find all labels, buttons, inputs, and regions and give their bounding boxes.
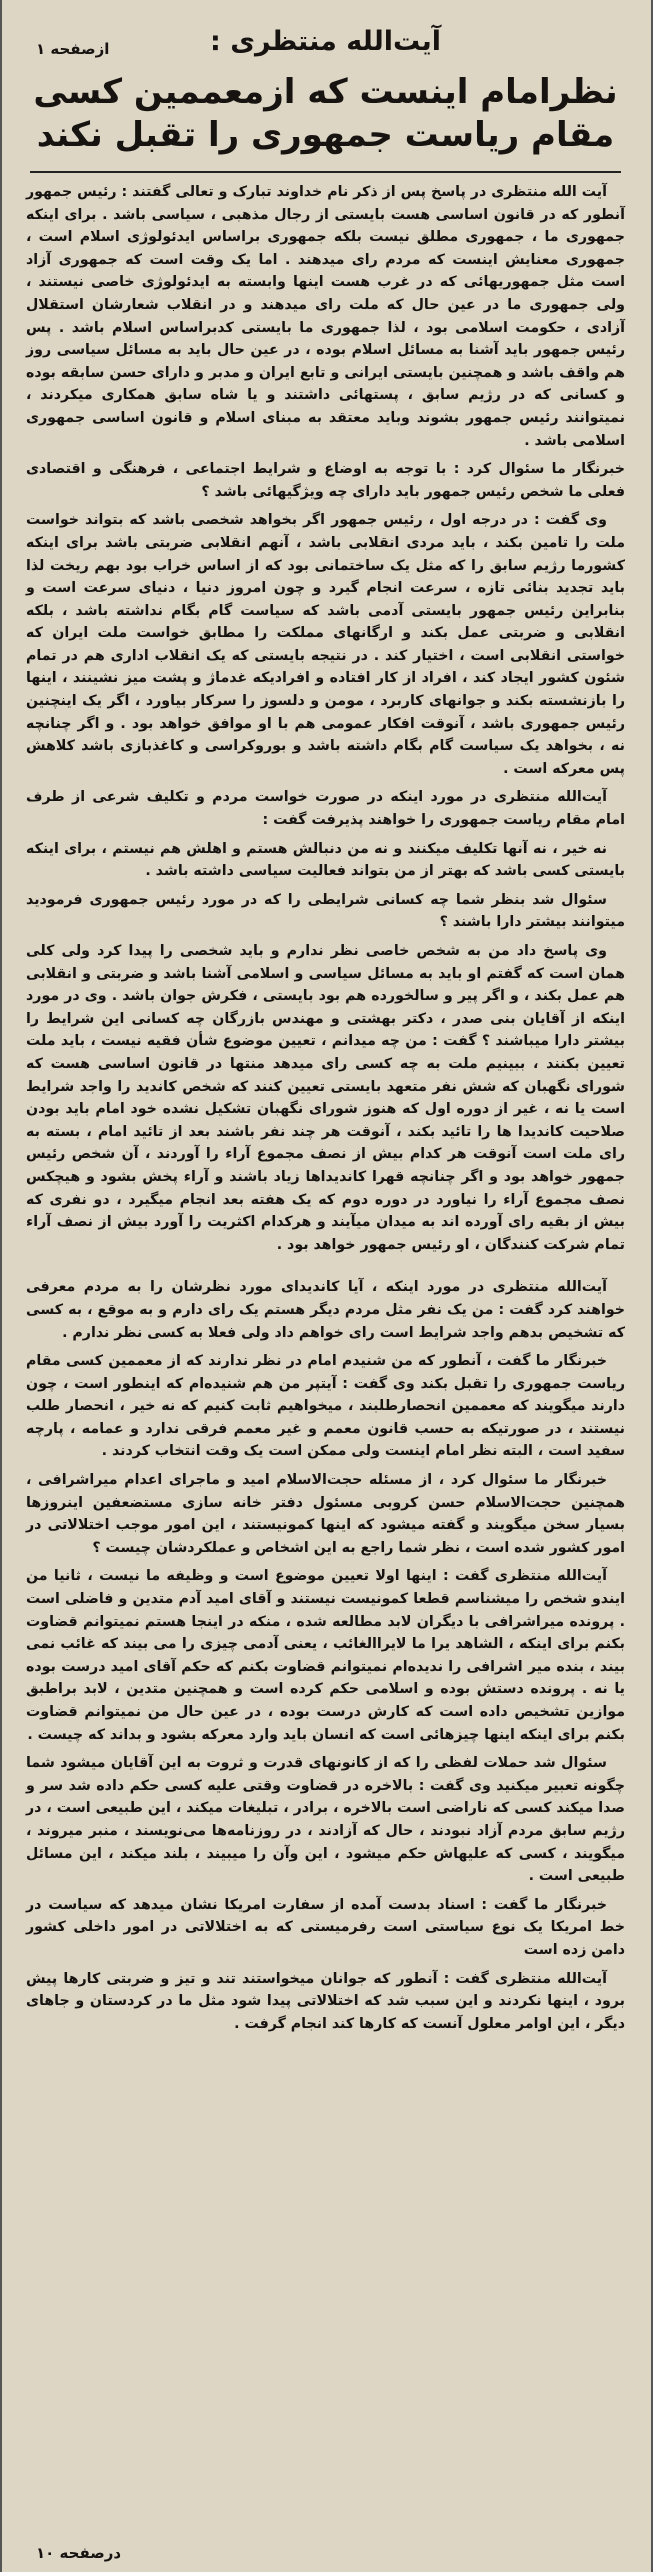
- article-paragraph: آیت‌الله منتظری گفت : اینها اولا تعیین موضوع است و وظیفه ما نیست ، ثانیا من ایندو شخص را میشناسم قطعا کمونیست نیستند و آقای امید آدم متدین و فاضلی است . پرونده میراشرافی با دیگران لابد مطالعه شده ، منکه در اینجا هستم نمیتوانم قضاوت بکنم برای اینکه ، الشاهد یرا ما لایراالغائب ، یعنی آدمی چیزی را می بیند که غائب نمی بیند ، بنده میر اشرافی را ندیده‌ام نمیتوانم قضاوت بکنم که حکم آقای امید درست بوده یا نه . پرونده دستش بوده و اسلامی حکم کرده است و همچنین متدین ، لابد براطبق موازین تشخیص داده است که کارش درست بوده ، در عین حال من نمیتوانم قضاوت بکنم برای اینکه اینها چیزهائی است که انسان باید وارد معرکه بشود و بداند که چیست .: [26, 1568, 625, 1743]
- headline-line-1: نظرامام اینست که ازمعممین کسی: [33, 72, 618, 112]
- article-paragraph: خبرنگار ما گفت : اسناد بدست آمده از سفارت امریکا نشان میدهد که سیاست در خط امریکا یک نوع سیاستی است رفرمیستی که به اختلالاتی در امور داخلی کشور دامن زده است: [26, 1896, 625, 1958]
- continued-on-page-label: درصفحه ۱۰: [36, 2544, 122, 2562]
- headline: [26, 71, 625, 157]
- headline-divider: [30, 171, 621, 173]
- speaker-byline: آیت‌الله منتظری :: [210, 26, 441, 57]
- continued-from-page-label: ازصفحه ۱: [36, 40, 110, 58]
- article-paragraph: سئوال شد حملات لفظی را که از کانونهای قدرت و ثروت به این آقایان میشود شما چگونه تعبیر میکنید وی گفت : بالاخره در قضاوت وقتی علیه کسی حکم داده شد سر و صدا میکند کسی که ناراضی است بالاخره ، برادر ، تبلیغات میکند ، این طبیعی است ، در رژیم سابق مردم آزاد نبودند ، حال که آزادند ، در روزنامه‌ها می‌نویسند ، منبر میروند ، میگویند ، کسی که علیهاش حکم میشود ، این وآن را میبیند ، بلند میکند ، این مسائل طبیعی است .: [26, 1755, 625, 1885]
- headline-line-2: مقام ریاست جمهوری را تقبل نکند: [36, 115, 615, 155]
- article-paragraph: وی پاسخ داد من به شخص خاصی نظر ندارم و باید شخصی را پیدا کرد ولی کلی همان است که گفتم او باید به مسائل سیاسی و اسلامی آشنا باشد و ضربتی و انقلابی هم عمل بکند ، و اگر پیر و سالخورده هم بود بایستی ، فکرش جوان باشد . وی در مورد اینکه از آقایان بنی صدر ، دکتر بهشتی و مهندس بازرگان چه کسانی این شرایط را بیشتر دارا میباشند ؟ گفت : من چه میدانم ، تعیین موضوع شأن فقیه نیست ، باید ملت تعیین بکنند ، ببینیم ملت به چه کسی رای میدهد منتها در قانون اساسی هست که شورای نگهبان که شش نفر متعهد بایستی تعیین کنند که شخص کاندید را واجد شرایط است یا نه ، غیر از دوره اول که هنوز شورای نگهبان تشکیل نشده خود امام باید بودن صلاحیت کاندیدا ها را تائید بکند ، آنوقت هر چند نفر باشند بعد از تائید امام ، بسته به رای ملت است آنوقت هر کدام بیش از نصف مجموع آراء را آوردند ، آن شخص رئیس جمهور خواهد بود و اگر چنانچه قهرا کاندیداها زیاد باشند و آراء پخش بشود و هیچکس نصف مجموع آراء را نیاورد در دوره دوم که یک هفته بعد انجام میگیرد ، دو نفری که بیش از بقیه رای آورده اند به میدان میآیند و هرکدام اکثریت را آورد بیش از نصف آراء تمام شرکت کنندگان ، او رئیس جمهور خواهد بود .: [26, 943, 625, 1253]
- article-body: [26, 181, 625, 2035]
- article-paragraph: آیت‌الله منتظری گفت : آنطور که جوانان میخواستند تند و تیز و ضربتی کارها پیش برود ، اینها نکردند و این سبب شد که اختلالاتی پیدا شود مثل ما در کردستان و جاهای دیگر ، این اوامر معلول آنست که کارها کند انجام گرفت .: [26, 1970, 625, 2032]
- article-paragraph: نه خیر ، نه آنها تکلیف میکنند و نه من دنبالش هستم و اهلش هم نیستم ، برای اینکه بایستی کسی باشد که بهتر از من بتواند فعالیت سیاسی داشته باشد .: [26, 840, 625, 880]
- section-spacer: [26, 1262, 625, 1276]
- article-paragraph: خبرنگار ما گفت ، آنطور که من شنیدم امام در نظر ندارند که از معممین کسی مقام ریاست جمهوری را تقبل بکند وی گفت : آیتپر من هم شنیده‌ام که اینطور است ، چون دارند میگویند که معممین انحصارطلبند ، میخواهیم ثابت کنیم که نه خیر ، انحصار طلب نیستند ، در صورتیکه به حسب قانون معمم و غیر معمم فرقی ندارد و عمامه ، پارچه سفید است ، البته نظر امام اینست ولی ممکن است یک وقت انتخاب کردند .: [26, 1353, 625, 1460]
- article-paragraph: وی گفت : در درجه اول ، رئیس جمهور اگر بخواهد شخصی باشد که بتواند خواست ملت را تامین بکند ، باید مردی انقلابی باشد ، آنهم انقلابی ضربتی باشد برای اینکه کشورما رژیم سابق را که مثل یک ساختمانی بود که از اساس خراب بود بهم ریخت لذا باید تجدید بنائی تازه ، سرعت انجام گیرد و چون امروز دنیا ، دنیای سرعت است و بنابراین رئیس جمهور بایستی آدمی باشد که سیاست گام بگام نداشته باشد ، بلکه انقلابی و ضربتی عمل بکند و ارگانهای مملکت را مطابق خواست ملت ایران که خواستی انقلابی است ، اختیار کند . در نتیجه بایستی که یک انقلاب اداری هم در تمام شئون کشور ایجاد کند ، افراد از کار افتاده و افرادیکه غدماژ و پشت میز نشینند ، اینها را بازنشسته بکند و جوانهای کاربرد ، مومن و دلسوز را سرکار بیاورد ، اگر یک اینچنین رئیس جمهوری باشد ، آنوقت افکار عمومی هم با او موافق خواهد بود . و اگر چنانچه نه ، بخواهد یک سیاست گام بگام داشته باشد و بوروکراسی و کاغذبازی باشد کلاهش پس معرکه است .: [26, 512, 625, 777]
- article-paragraph: آیت‌الله منتظری در مورد اینکه ، آیا کاندیدای مورد نظرشان را به مردم معرفی خواهند کرد گفت : من یک نفر مثل مردم دیگر هستم یک رای دارم و به موقع ، به کسی که تشخیص بدهم واجد شرایط است رای خواهم داد ولی فعلا به کسی نظر ندارم .: [26, 1279, 625, 1341]
- article-paragraph: آیت الله منتظری در پاسخ پس از ذکر نام خداوند تبارک و تعالی گفتند : رئیس جمهور آنطور که در قانون اساسی هست بایستی از رجال مذهبی ، سیاسی باشد . برای اینکه جمهوری ما ، جمهوری مطلق نیست بلکه جمهوری براساس ایدئولوژی اسلام است ، جمهوری معنایش اینست که مردم رای میدهند . اما یک وقت است که جمهوری آزاد است مثل جمهوریهائی که در غرب هست اینها وابسته به ایدئولوژی خاصی نیستند ، ولی جمهوری ما در عین حال که ملت رای میدهند و در انقلاب شعارشان استقلال آزادی ، حکومت اسلامی بود ، لذا جمهوری ما بایستی کدبراساس اسلام باشد . پس رئیس جمهور باید آشنا به مسائل اسلام بوده ، در عین حال باید به مسائل سیاسی روز هم واقف باشد و همچنین بایستی ایرانی و تابع ایران و مدبر و دارای حسن سابقه بوده و کسانی که در رژیم سابق ، پستهائی داشتند و یا شاه سابق همکاری میکردند ، نمیتوانند رئیس جمهور بشوند وباید معتقد به مبنای اسلام و قانون اساسی جمهوری اسلامی باشد .: [26, 184, 625, 449]
- article-paragraph: خبرنگار ما سئوال کرد : با توجه به اوضاع و شرایط اجتماعی ، فرهنگی و اقتصادی فعلی ما شخص رئیس جمهور باید دارای چه ویژگیهائی باشد ؟: [26, 461, 625, 500]
- article-paragraph: خبرنگار ما سئوال کرد ، از مسئله حجت‌الاسلام امید و ماجرای اعدام میراشرافی ، همچنین حجت‌الاسلام حسن کروبی مسئول دفتر خانه سازی مستضعفین اینروزها بسیار سخن میگویند و گفته میشود که اینها کمونیستند ، این امور موجب اختلالاتی در امور کشور شده است ، نظر شما راجع به این اشخاص و عملکردشان چیست ؟: [26, 1472, 625, 1556]
- article-paragraph: آیت‌الله منتظری در مورد اینکه در صورت خواست مردم و تکلیف شرعی از طرف امام مقام ریاست جمهوری را خواهند پذیرفت گفت :: [26, 789, 625, 829]
- article-paragraph: سئوال شد بنظر شما چه کسانی شرایطی را که در مورد رئیس جمهوری فرمودید میتوانند بیشتر دارا باشند ؟: [26, 891, 625, 931]
